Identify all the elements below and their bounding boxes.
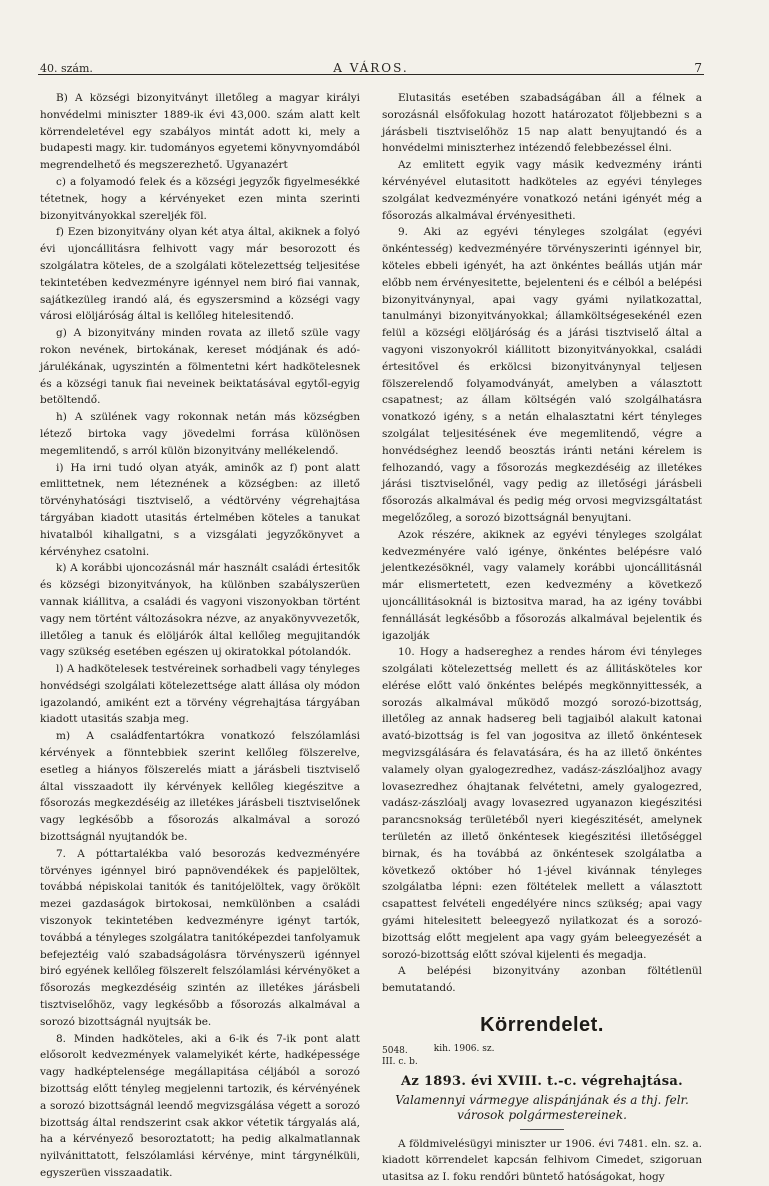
paragraph-appeal: Elutasitás esetében szabadságában áll a félnek a sorozásnál elsőfokulag hozott határozatot följebbezni s a járásbeli tisztviselőhöz 15 nap alatt benyujtandó és a honvédelmi miniszterhez intézendő felebbezéssel élni. — [382, 92, 702, 155]
left-column — [40, 90, 360, 1182]
decree-title: Körrendelet. — [480, 1014, 604, 1037]
publication-title: A VÁROS. — [333, 61, 409, 75]
paragraph-rejected: Az emlitett egyik vagy másik kedvezmény iránti kérvényével elutasitott hadköteles az egyévi tényleges szolgálat kedvezményére vonatkozó netáni igényét még a fősorozás alkalmával érvényesitheti. — [382, 159, 702, 222]
decree-body: A földmivelésügyi miniszter ur 1906. évi 7481. eln. sz. a. kiadott körrendelet kapcsán felhivom Cimedet, szigoruan utasitsa az I. foku rendőri büntető hatóságokat, hogy — [382, 1137, 702, 1184]
paragraph-f: f) Ezen bizonyitvány olyan két atya által, akiknek a folyó évi ujoncállitásra felhivott vagy már besorozott és szolgálatra köteles, de a szolgálati kötelezettség teljesitése tekintetében kedvezményre igénnyel nem biró fiai vannak, sajátkezüleg irandó alá, és egyszersmind a községi vagy városi elöljáróság által is kellőleg hitelesitendő. — [40, 226, 360, 323]
paragraph-h: h) A szülének vagy rokonnak netán más községben létező birtoka vagy jövedelmi forrása különösen megemlitendő, s arról külön bizonyitvány mellékelendő. — [40, 411, 360, 457]
decree-reference — [382, 1043, 702, 1068]
page-number: 7 — [694, 61, 702, 75]
decree-separator — [520, 1129, 564, 1130]
paragraph-7: 7. A póttartalékba való besorozás kedvezményére törvényes igénnyel biró papnövendékek és papjelöltek, továbbá népiskolai tanitók és tanitójelöltek, vagy örökölt mezei gazdaságok birtokosai, nemkülönben a családi viszonyok tekintetében kedvezményre igényt tartók, továbbá a tényleges szolgálatra tanitóképezdei tanfolyamuk befejeztéig való szabadságolásra törvényszerü igénnyel biró egyének kellőleg fölszerelt felszólamlási kérvényöket a fősorozás megkezdéséig szintén az illetékes járásbeli tisztviselőhöz, vagy legkésőbb a fősorozás alkalmával a sorozó bizottságnál nyujtsák be. — [40, 847, 360, 1028]
paragraph-9: 9. Aki az egyévi tényleges szolgálat (egyévi önkéntesség) kedvezményére törvényszerinti igénnyel bir, köteles ebbeli igényét, ha azt önkéntes beállás utján már előbb nem érvényesitette, bejelenteni és e célból a belépési bizonyitványnyal, apai vagy gyámi nyilatkozattal, tanulmányi bizonyitványokkal; államköltségesekénél ezen felül a községi elöljáróság és a járási tisztviselő által a vagyoni viszonyokról kiállitott bizonyitványokkal, családi értesitővel és erkölcsi bizonyitványnyal teljesen fölszerelendő folyamodványát, amelyben a választott csapatnest; az állam költségén való szolgálhatásra vonatkozó igény, s a netán elhalasztatni kért tényleges szolgálat teljesitésének éve megemlitendő, végre a honvédséghez leendő beosztás iránti netáni kérelem is felhozandó, vagy a fősorozás megkezdéséig az illetékes járási tisztviselőnél, vagy pedig az illetőségi járásbeli fősorozás alkalmával és pedig még orvosi megvizsgáltatást megelőzőleg, a sorozó bizottságnál benyujtani. — [382, 226, 702, 524]
paragraph-k: k) A korábbi ujoncozásnál már használt családi értesitők és községi bizonyitványok, ha különben szabályszerüen vannak kiállitva, a családi és vagyoni viszonyokban történt vagy nem történt változásokra nézve, az anyakönyvvezetők, illetőleg a tanuk és elöljárók által kellőleg megujitandók vagy szükség esetében egészen uj okiratokkal pótolandók. — [40, 562, 360, 659]
paragraph-10: 10. Hogy a hadsereghez a rendes három évi tényleges szolgálati kötelezettség mellett és az állitásköteles kor elérése előtt való önkéntes belépés megkönnyittessék, a sorozás alkalmával működő mozgó sorozó-bizottság, illetőleg az annak hadsereg beli tagjaiból alakult katonai avató-bizottság is fel van jogositva az illető önkéntesek megvizsgálására és felavatására, és ha az illető önkéntes valamely olyan gyalogezredhez, vadász-zászlóaljhoz avagy lovasezredhez óhajtanak felvétetni, amely gyalogezred, vadász-zászlóalj avagy lovasezred ugyanazon kiegészitési parancsnokság területéből nyeri kiegészitését, amelynek területén az illető önkéntesek kiegészitési illetőséggel birnak, és ha továbbá az önkéntesek szolgálatba a következő október hó 1-jével kivánnak tényleges szolgálatba lépni: ezen föltételek mellett a választott csapattest felvételi engedélyére nincs szükség; apai vagy gyámi hitelesitett beleegyező nyilatkozat és a sorozó-bizottság előtt megjelent apa vagy gyám beleegyezését a sorozó-bizottság előtt szóval kijelenti és megadja. — [382, 646, 702, 961]
header-rule — [38, 74, 704, 75]
right-column — [382, 90, 702, 1186]
issue-number: 40. szám. — [40, 62, 93, 75]
addressee-line-1: Valamennyi vármegye alispánjának és a thj. felr. — [395, 1092, 689, 1107]
paragraph-b: B) A községi bizonyitványt illetőleg a magyar királyi honvédelmi miniszter 1889-ik évi 43,000. szám alatt kelt körrendeletével egy szabályos mintát adott ki, mely a budapesti magy. kir. tudományos egyetemi könyvnyomdából megrendelhető és megszerezhető. Ugyanazért — [40, 92, 360, 172]
decree-section: III. c. b. — [382, 1056, 418, 1067]
paragraph-c: c) a folyamodó felek és a községi jegyzők figyelmesékké tétetnek, hogy a kérvényeket ezen minta szerinti bizonyitványokkal szereljék föl. — [40, 175, 360, 222]
paragraph-l: l) A hadkötelesek testvéreinek sorhadbeli vagy tényleges honvédségi szolgálati kötelezettsége alatt állása oly módon igazolandó, amiként ezt a törvény végrehajtása tárgyában kiadott utasitás szabja meg. — [40, 663, 360, 726]
paragraph-i: i) Ha irni tudó olyan atyák, aminők az f) pont alatt emlittetnek, nem léteznének a községben: az illető törvényhatósági tisztviselő, a védtörvény végrehajtása tárgyában kiadott utasitás értelmében köteles a tanukat hivatalból kihallgatni, s a vizsgálati jegyzőkönyvet a kérvényhez csatolni. — [40, 461, 360, 558]
decree-number: 5048. — [382, 1045, 408, 1056]
decree-addressee — [382, 1093, 702, 1123]
page-header — [40, 58, 702, 78]
paragraph-8: 8. Minden hadköteles, aki a 6-ik és 7-ik pont alatt elősorolt kedvezmények valamelyikét kérte, hadképessége vagy hadképtelensége megállapitása céljából a sorozó bizottság előtt tényleg megjelenni tartozik, és kérvényének a sorozó bizottságnál leendő megvizsgálása végett a sorozó bizottság által rendszerint csak akkor vétetik tárgyalás alá, ha a kérvényező besoroztatott; ha pedig alkalmatlannak nyilvánittatott, felszólamlási kérvénye, mint tárgynélküli, egyszerüen visszaadatik. — [40, 1032, 360, 1179]
paragraph-m: m) A családfentartókra vonatkozó felszólamlási kérvények a fönntebbiek szerint kellőleg fölszerelve, esetleg a hiányos fölszerelés miatt a járásbeli tisztviselő által visszaadott ily kérvények kellőleg kiegészitve a fősorozás megkezdéséig az illetékes járásbeli tisztviselőnek vagy legkésőbb a fősorozás alkalmával a sorozó bizottságnál nyujtandók be. — [40, 730, 360, 844]
decree-law: Az 1893. évi XVIII. t.-c. végrehajtása. — [401, 1073, 683, 1089]
decree-kih: kih. 1906. sz. — [433, 1043, 495, 1054]
paragraph-prior-claims: Azok részére, akiknek az egyévi tényleges szolgálat kedvezményére való igénye, önkéntes belépésre való jelentkezésöknél, vagy valamely korábbi ujoncállitásnál már elismertetett, ezen kedvezmény a következő ujoncállitásoknál is biztositva marad, ha az igény további fennállását legkésőbb a fősorozás alkalmával bejelentik és igazolják — [382, 528, 702, 642]
paragraph-certificate: A belépési bizonyitvány azonban föltétlenül bemutatandó. — [382, 965, 702, 995]
paragraph-g: g) A bizonyitvány minden rovata az illető szüle vagy rokon nevének, birtokának, kereset módjának és adó-járulékának, ugyszintén a fölmentetni kért hadkötelesnek és a községi tanuk fiai neveinek beiktatásával egytől-egyig betöltendő. — [40, 327, 360, 407]
addressee-line-2: városok polgármestereinek. — [457, 1107, 627, 1122]
